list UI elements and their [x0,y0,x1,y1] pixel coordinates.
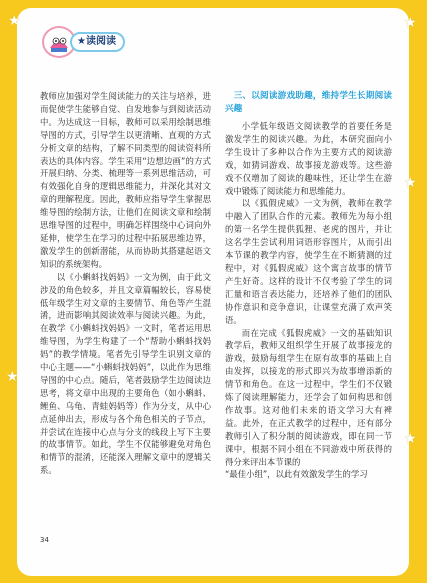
paragraph: 以《小蝌蚪找妈妈》一文为例，由于此文涉及的角色较多，并且文章篇幅较长，容易使低年级学生对文章的主要情节、角色等产生混淆，进而影响其阅读效率与阅读兴趣。为此，在教学《小蝌蚪找妈妈》一文时，笔者运用思维导图，为学生构建了一个“帮助小蝌蚪找妈妈”的教学情境。笔者先引导学生识别文章的中心主题——“小蝌蚪找妈妈”，以此作为思维导图的中心点。随后，笔者鼓励学生边阅读边思考，将文章中出现的主要角色（如小蝌蚪、鲤鱼、乌龟、青蛙妈妈等）作为分支，从中心点延伸出去，形成与各个角色相关的子节点，并尝试在连接中心点与分支的线段上写下主要的故事情节。如此，学生不仅能够避免对角色和情节的混淆，还能深入理解文章中的逻辑关系。 [40,271,211,476]
star-icon: ★ [8,13,21,29]
right-column [225,90,392,481]
paragraph: 而在完成《狐假虎威》一文的基础知识教学后，教师又组织学生开展了故事接龙的游戏，鼓励每组学生在原有故事的基础上自由发挥，以接龙的形式即兴为故事增添新的情节和角色。在这一过程中，学生们不仅锻炼了阅读理解能力，还学会了如何构思和创作故事。这对他们未来的语文学习大有裨益。此外，在正式教学的过程中，还有部分教师引入了积分制的阅读游戏，即在同一节课中，根据不同小组在不同游戏中所获得的得分来评出本节课的 [225,327,392,467]
paragraph: 以《狐假虎威》一文为例，教师在教学中融入了团队合作的元素。教师先为每小组的第一名学生提供狐狸、老虎的图片，并让这名学生尝试利用词语形容图片，从而引出本节课的教学内容，使学生在不断猜测的过程中，对《狐假虎威》这个寓言故事的情节产生好奇。这样的设计不仅考验了学生的词汇量和语言表达能力，还培养了他们的团队协作意识和竞争意识，让课堂充满了欢声笑语。 [225,198,392,325]
section-heading: 三、以阅读游戏助趣，维持学生长期阅读兴趣 [225,91,392,114]
star-icon: ★ [404,15,417,31]
section-logo [26,22,124,62]
page-number: 34 [40,536,49,544]
paragraph: 教师应加强对学生阅读能力的关注与培养，进而促使学生能够自觉、自发地参与到阅读活动中。为达成这一目标，教师可以采用绘制思维导图的方式，引导学生以更清晰、直观的方式分析文章的结构，了解不同类型的阅读资料所表达的具体内容。学生采用“边想边画”的方式开展归纳、分类、梳理等一系列思维活动，可有效强化自身的逻辑思维能力，并深化其对文章的理解程度。因此，教师应指导学生掌握思维导图的绘制方法，让他们在阅读文章和绘制思维导图的过程中，明确怎样围绕中心词向外延伸，使学生在学习的过程中拓展思维边界，激发学生的创新潜能，从而协助其搭建起语文知识的系统架构。 [40,91,211,269]
section-title-label: ★读阅读 [70,32,125,52]
paragraph: 小学低年级语文阅读教学的首要任务是激发学生的阅读兴趣。为此，本研究面向小学生设计了多种以合作为主要方式的阅读游戏，如猜词游戏、故事接龙游戏等。这些游戏不仅增加了阅读的趣味性，还让学生在游戏中锻炼了阅读能力和思维能力。 [225,121,392,196]
star-icon: ★ [404,431,417,447]
left-column [40,90,211,477]
paragraph: “最佳小组”，以此有效激发学生的学习 [225,469,368,480]
star-icon: ★ [404,175,417,191]
star-icon: ★ [6,369,19,385]
